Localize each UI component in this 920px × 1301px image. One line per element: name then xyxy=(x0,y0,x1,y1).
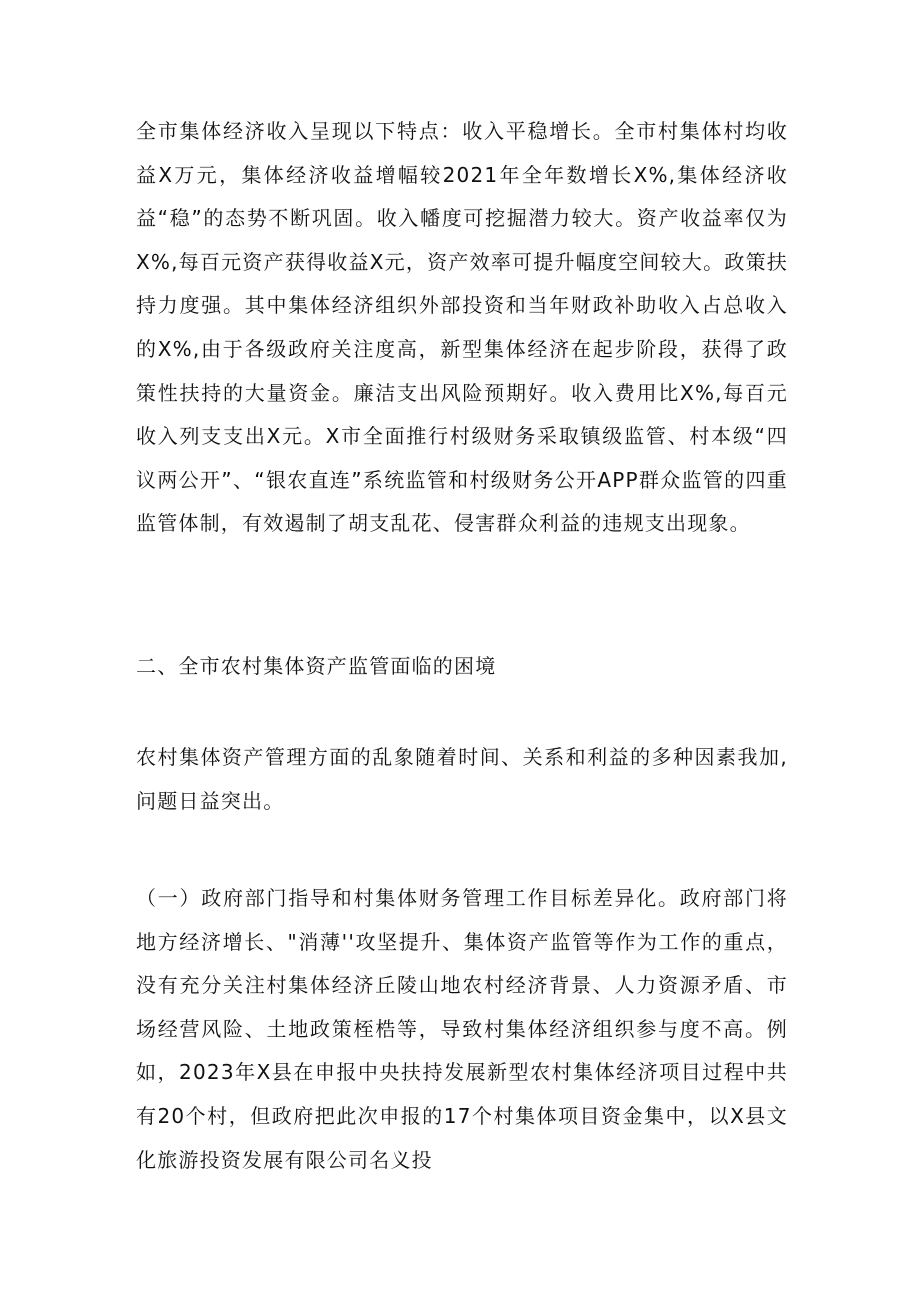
paragraph-asset-management-chaos: 农村集体资产管理方面的乱象随着时间、关系和利益的多种因素我加,问题日益突出。 xyxy=(136,745,788,813)
paragraph-government-target-divergence: （一）政府部门指导和村集体财务管理工作目标差异化。政府部门将地方经济增长、"消薄''攻坚提升、集体资产监管等作为工作的重点，没有充分关注村集体经济丘陵山地农村经济背景、人力资源矛盾、市场经营风险、土地政策桎梏等，导致村集体经济组织参与度不高。例如，2023年X县在申报中央扶持发展新型农村集体经济项目过程中共有20个村，但政府把此次申报的17个村集体项目资金集中，以X县文化旅游投资发展有限公司名义投 xyxy=(136,886,788,1172)
section-heading-asset-supervision-difficulties: 二、全市农村集体资产监管面临的困境 xyxy=(136,654,497,678)
paragraph-collective-income-features: 全市集体经济收入呈现以下特点：收入平稳增长。全市村集体村均收益X万元，集体经济收益增幅较2021年全年数增长X%,集体经济收益“稳”的态势不断巩固。收入幡度可挖掘潜力较大。资产收益率仅为X%,每百元资产获得收益X元，资产效率可提升幅度空间较大。政策扶持力度强。其中集体经济组织外部投资和当年财政补助收入占总收入的X%,由于各级政府关注度高，新型集体经济在起步阶段，获得了政策性扶持的大量资金。廉洁支出风险预期好。收入费用比X%,每百元收入列支支出X元。X市全面推行村级财务采取镇级监管、村本级“四议两公开”、“银农直连”系统监管和村级财务公开APP群众监管的四重监管体制，有效遏制了胡支乱花、侵害群众利益的违规支出现象。 xyxy=(136,119,788,536)
